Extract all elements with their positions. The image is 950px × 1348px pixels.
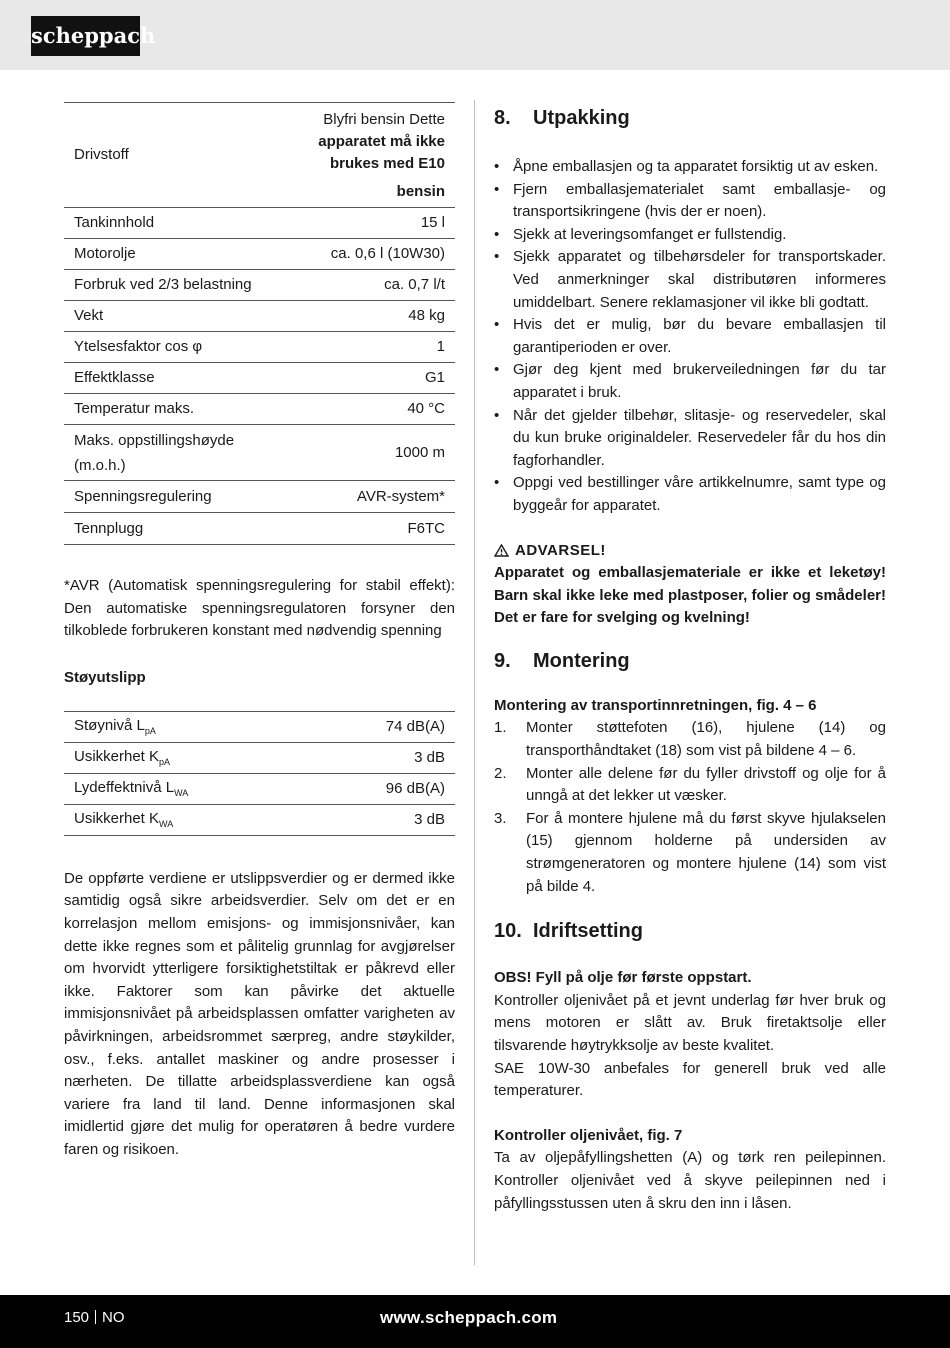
noise-value: 3 dB: [310, 742, 455, 773]
noise-value: 74 dB(A): [310, 711, 455, 742]
list-item: • Hvis det er mulig, bør du bevare emballasjen til garantiperioden er over.: [494, 314, 886, 359]
spec-value-line: brukes med E10: [329, 155, 445, 172]
spec-value: 1: [294, 332, 455, 363]
list-item: • Sjekk at leveringsomfanget er fullstendig.: [494, 224, 886, 247]
right-column: [494, 102, 886, 1215]
obs-text-2: SAE 10W-30 anbefales for generell bruk ved alle temperaturer.: [494, 1059, 886, 1100]
unpacking-list: [494, 156, 886, 518]
spec-value: G1: [294, 363, 455, 394]
check-oil-heading: Kontroller oljenivået, fig. 7: [494, 1126, 683, 1144]
spec-value: ca. 0,7 l/t: [294, 270, 455, 301]
spec-label: Effektklasse: [64, 363, 294, 394]
spec-label: Temperatur maks.: [64, 394, 294, 425]
noise-heading: Støyutslipp: [64, 668, 146, 686]
noise-text: De oppførte verdiene er utslippsverdier og er dermed ikke samtidig også sikre arbeidsverdier. Selv om det er en korrelasjon mellom emisjons- og immisjonsnivåer, kan dette ikke regnes som et pålitelig grunnlag for avgjørelser om hvorvidt ytterligere forsiktighetstiltak er påkrevd eller ikke. Faktorer som kan påvirke det aktuelle immisjonsnivået på arbeidsplassen omfatter varigheten av påvirkningen, arbeidsrommet særpreg, andre støykilder, osv., f.eks. antallet maskiner og andre prosesser i nærheten. De tillatte arbeidsplassverdiene kan også variere fra land til land. Denne informasjonen skal imidlertid gjøre det mulig for operatøren å bedre vurdere faren og risikoen.: [64, 869, 455, 1158]
noise-label: Lydeffektnivå $L_{WA}$: [64, 773, 310, 804]
noise-value: 96 dB(A): [310, 773, 455, 804]
spec-value: 48 kg: [294, 301, 455, 332]
page-number: 150 NO: [64, 1309, 125, 1326]
table-row: [64, 804, 455, 835]
spec-value: F6TC: [294, 513, 455, 545]
list-item: • Åpne emballasjen og ta apparatet forsiktig ut av esken.: [494, 156, 886, 179]
noise-value: 3 dB: [310, 804, 455, 835]
spec-value-line: Blyfri bensin Dette: [323, 111, 445, 128]
list-item: 3. For å montere hjulene må du først skyve hjulakselen (15) gjennom holderne på undersiden av strømgeneratoren og montere hjulene (14) som vist på bilde 4.: [494, 809, 886, 895]
assembly-subheading: Montering av transportinnretningen, fig. 4 – 6: [494, 696, 817, 714]
list-item: 2. Monter alle delene før du fyller drivstoff og olje for å unngå at det lekker ut væsker.: [494, 764, 886, 805]
list-item: • Når det gjelder tilbehør, slitasje- og reservedeler, skal du kun bruke originaldeler. Reservedeler får du hos din fagforhandler.: [494, 405, 886, 473]
spec-label: Maks. oppstillingshøyde (m.o.h.): [64, 425, 294, 481]
warning-triangle-icon: [494, 544, 509, 557]
section-heading-assembly: 9. Montering: [494, 649, 630, 672]
table-row: [64, 425, 455, 481]
avr-note: *AVR (Automatisk spenningsregulering for stabil effekt): Den automatiske spenningsregulatoren forsyner den tilkoblede forbrukeren konstant med nødvendig spenning: [64, 577, 455, 640]
table-row: [64, 239, 455, 270]
warning-title: ADVARSEL!: [494, 540, 886, 563]
check-oil-text: Ta av oljepåfyllingshetten (A) og tørk ren peilepinnen. Kontroller oljenivået ved å skyve peilepinnen ned i påfyllingsstussen uten å skru den inn i låsen.: [494, 1149, 886, 1212]
page-header: [0, 0, 950, 70]
spec-value: [294, 103, 455, 208]
table-row: [64, 332, 455, 363]
obs-text: Kontroller oljenivået på et jevnt underlag før hver bruk og mens motoren er slått av. Bruk firetaktsolje eller tilsvarende høytrykksolje av beste kvalitet.: [494, 991, 886, 1054]
section-heading-startup: 10. Idriftsetting: [494, 920, 643, 943]
spec-value: 40 °C: [294, 394, 455, 425]
table-row: [64, 363, 455, 394]
spec-label: Vekt: [64, 301, 294, 332]
list-item: • Gjør deg kjent med brukerveiledningen før du tar apparatet i bruk.: [494, 359, 886, 404]
spec-label: Motorolje: [64, 239, 294, 270]
warning-block: [494, 540, 886, 630]
table-row: [64, 270, 455, 301]
table-row: [64, 513, 455, 545]
spec-value: 1000 m: [294, 425, 455, 481]
spec-label: Forbruk ved 2/3 belastning: [64, 270, 294, 301]
scheppach-logo: scheppach: [31, 16, 140, 56]
list-item: • Oppgi ved bestillinger våre artikkelnumre, samt type og byggeår for apparatet.: [494, 472, 886, 517]
list-item: • Fjern emballasjematerialet samt emballasje- og transportsikringene (hvis der er noen).: [494, 179, 886, 224]
spec-value-line: bensin: [396, 183, 445, 200]
table-row: [64, 742, 455, 773]
spec-value: AVR-system*: [294, 481, 455, 513]
spec-table: [64, 102, 455, 545]
list-item: 1. Monter støttefoten (16), hjulene (14) og transporthåndtaket (18) som vist på bildene 4 – 6.: [494, 719, 886, 760]
spec-value-line: apparatet må ikke: [318, 133, 445, 150]
table-row: [64, 301, 455, 332]
table-row: [64, 394, 455, 425]
table-row: [64, 208, 455, 239]
table-row: [64, 773, 455, 804]
spec-label: Tennplugg: [64, 513, 294, 545]
page-footer: [0, 1295, 950, 1348]
spec-value: 15 l: [294, 208, 455, 239]
obs-heading: OBS! Fyll på olje før første oppstart.: [494, 969, 752, 987]
left-column: [64, 102, 455, 1162]
spec-value: ca. 0,6 l (10W30): [294, 239, 455, 270]
spec-label: Ytelsesfaktor cos φ: [64, 332, 294, 363]
list-item: • Sjekk apparatet og tilbehørsdeler for transportskader. Ved anmerkninger skal distributøren informeres umiddelbart. Senere reklamasjoner vil ikke bli godtatt.: [494, 246, 886, 314]
column-divider: [474, 100, 475, 1265]
website-link[interactable]: www.scheppach.com: [380, 1308, 558, 1327]
spec-label: Tankinnhold: [64, 208, 294, 239]
noise-table: [64, 711, 455, 836]
spec-label: Spenningsregulering: [64, 481, 294, 513]
assembly-steps: [494, 717, 886, 898]
noise-label: Støynivå $L_{pA}$: [64, 711, 310, 742]
warning-text: Apparatet og emballasjemateriale er ikke et leketøy! Barn skal ikke leke med plastposer, folier og smådeler! Det er fare for svelging og kvelning!: [494, 564, 886, 627]
spec-label: Drivstoff: [64, 103, 294, 208]
noise-label: Usikkerhet $K_{WA}$: [64, 804, 310, 835]
section-heading-unpacking: 8. Utpakking: [494, 107, 630, 129]
noise-label: Usikkerhet $K_{pA}$: [64, 742, 310, 773]
table-row: [64, 481, 455, 513]
table-row: [64, 711, 455, 742]
table-row: [64, 103, 455, 208]
